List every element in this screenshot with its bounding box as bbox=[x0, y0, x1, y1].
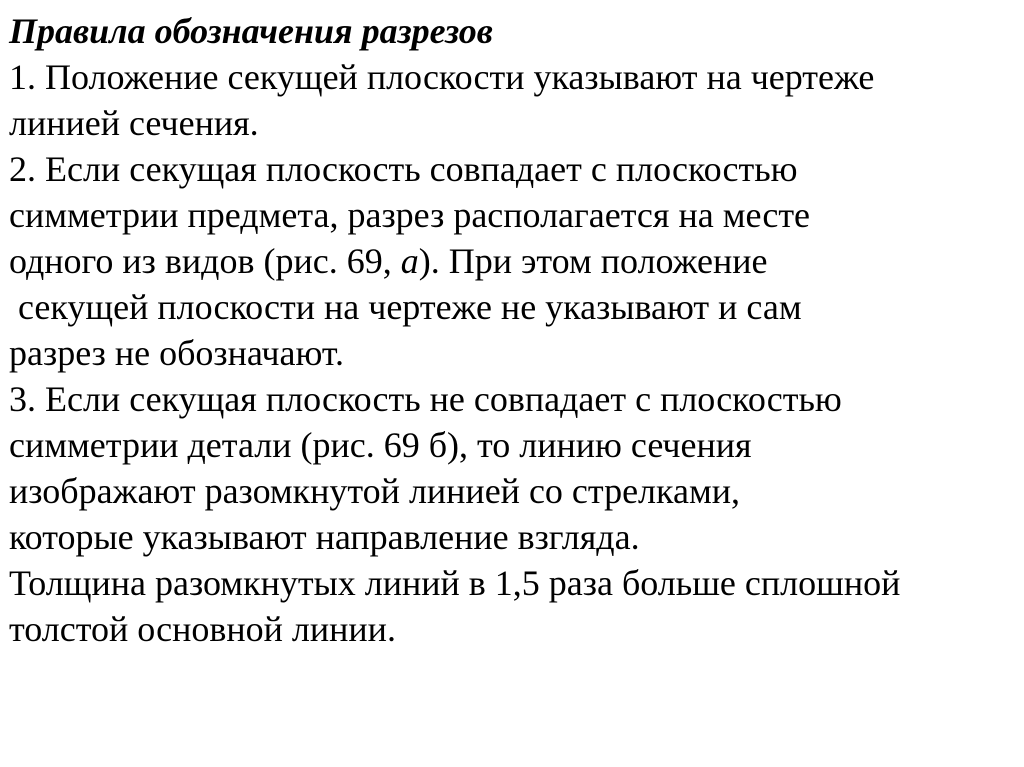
rule-line-5-start: одного из видов (рис. 69, bbox=[9, 241, 401, 281]
figure-label-a: а bbox=[400, 241, 419, 281]
rule-line-7: разрез не обозначают. bbox=[9, 333, 344, 373]
rule-line-5 bbox=[9, 238, 1014, 284]
rule-line-2: линией сечения. bbox=[9, 103, 259, 143]
rules-text bbox=[9, 8, 1014, 652]
rule-line-13: толстой основной линии. bbox=[9, 609, 396, 649]
rule-line-4: симметрии предмета, разрез располагается на месте bbox=[9, 195, 811, 235]
rule-line-11: которые указывают направление взгляда. bbox=[9, 517, 640, 557]
rule-line-9: симметрии детали (рис. 69 б), то линию сечения bbox=[9, 425, 752, 465]
rule-line-5-end: ). При этом положение bbox=[418, 241, 768, 281]
rule-line-6: секущей плоскости на чертеже не указывают и сам bbox=[18, 287, 802, 327]
rules-title: Правила обозначения разрезов bbox=[9, 11, 493, 51]
rule-line-12: Толщина разомкнутых линий в 1,5 раза больше сплошной bbox=[9, 563, 901, 603]
rule-line-10: изображают разомкнутой линией со стрелками, bbox=[9, 471, 740, 511]
rule-line-3: 2. Если секущая плоскость совпадает с плоскостью bbox=[9, 149, 798, 189]
rule-line-8: 3. Если секущая плоскость не совпадает с плоскостью bbox=[9, 379, 842, 419]
rule-line-1: 1. Положение секущей плоскости указывают на чертеже bbox=[9, 57, 875, 97]
